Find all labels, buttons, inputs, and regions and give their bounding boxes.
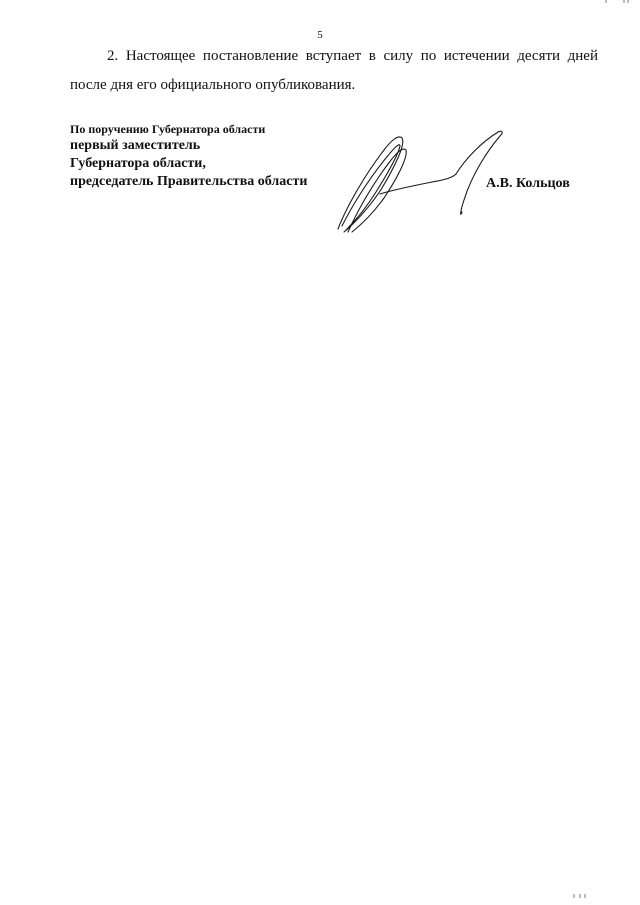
page-number: 5 xyxy=(317,29,323,41)
scan-artifact-mark xyxy=(604,0,632,4)
signer-position-line-3: председатель Правительства области xyxy=(70,174,308,189)
signer-position-line-1: первый заместитель xyxy=(70,138,201,153)
signer-position-line-2: Губернатора области, xyxy=(70,156,206,171)
signer-name: А.В. Кольцов xyxy=(486,176,570,191)
signature-block xyxy=(70,121,370,191)
body-paragraph: 2. Настоящее постановление вступает в силу по истечении десяти дней после дня его официального опубликования. xyxy=(70,48,598,93)
handwritten-signature xyxy=(332,128,508,236)
signature-authority-line: По поручению Губернатора области xyxy=(70,122,266,136)
scan-artifact-mark xyxy=(572,893,590,899)
